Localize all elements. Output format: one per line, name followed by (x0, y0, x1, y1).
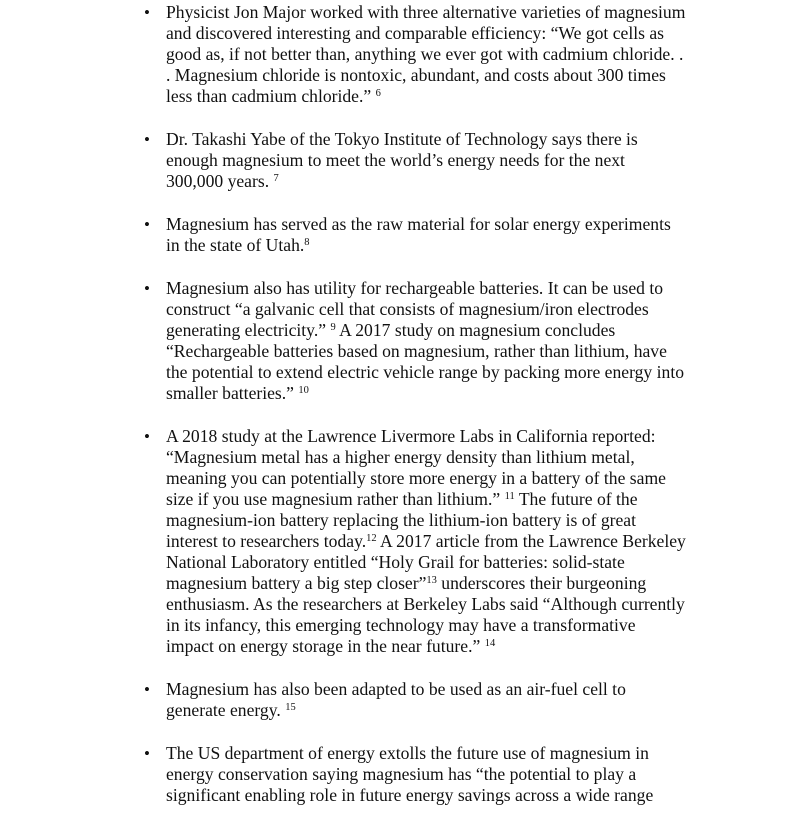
bullet-marker: • (144, 3, 150, 22)
bullet-item (0, 426, 686, 657)
bullet-text: The US department of energy extolls the future use of magnesium in energy conservation saying magnesium has “the potential to play a significant enabling role in future energy savings across a wide range (166, 743, 654, 805)
bullet-marker: • (144, 744, 150, 763)
footnote-marker: 10 (298, 385, 309, 396)
bullet-item (0, 214, 686, 256)
footnote-marker: 8 (304, 237, 310, 248)
bullet-item (0, 278, 686, 404)
bullet-marker: • (144, 130, 150, 149)
bullet-text: underscores their burgeoning enthusiasm. As the researchers at Berkeley Labs said “Although currently in its infancy, this emerging technology may have a transformative impact on energy storage in the near future.” (166, 573, 685, 656)
footnote-marker: 7 (273, 173, 279, 184)
bullet-text: A 2017 study on magnesium concludes “Rechargeable batteries based on magnesium, rather than lithium, have the potential to extend electric vehicle range by packing more energy into smaller batteries.” (166, 320, 685, 403)
bullet-text: Magnesium also has utility for rechargeable batteries. It can be used to construct “a galvanic cell that consists of magnesium/iron electrodes generating electricity.” (166, 278, 664, 340)
footnote-marker: 11 (504, 491, 515, 502)
bullet-text: Dr. Takashi Yabe of the Tokyo Institute of Technology says there is enough magnesium to meet the world’s energy needs for the next 300,000 years. (166, 129, 638, 191)
bullet-text: A 2017 article from the Lawrence Berkeley National Laboratory entitled “Holy Grail for batteries: solid-state magnesium battery a big step closer” (166, 531, 686, 593)
bullet-marker: • (144, 680, 150, 699)
bullet-text: Magnesium has served as the raw material for solar energy experiments in the state of Utah. (166, 214, 671, 255)
footnote-marker: 12 (366, 533, 377, 544)
footnote-marker: 6 (375, 88, 381, 99)
bullet-item (0, 679, 686, 721)
bullet-item (0, 743, 686, 806)
bullet-list (0, 2, 800, 828)
footnote-marker: 9 (330, 322, 336, 333)
bullet-item (0, 2, 686, 107)
bullet-marker: • (144, 279, 150, 298)
bullet-marker: • (144, 215, 150, 234)
footnote-marker: 13 (426, 575, 437, 586)
bullet-text: Physicist Jon Major worked with three alternative varieties of magnesium and discovered interesting and comparable efficiency: “We got cells as good as, if not better than, anything we ever got with cadmium chloride. . . Magnesium chloride is nontoxic, abundant, and costs about 300 times less than cadmium chloride.” (166, 2, 686, 106)
footnote-marker: 15 (285, 702, 296, 713)
bullet-text: The future of the magnesium-ion battery replacing the lithium-ion battery is of great interest to researchers today. (166, 489, 638, 551)
bullet-marker: • (144, 427, 150, 446)
bullet-text: Magnesium has also been adapted to be used as an air-fuel cell to generate energy. (166, 679, 626, 720)
bullet-text: A 2018 study at the Lawrence Livermore Labs in California reported: “Magnesium metal has a higher energy density than lithium metal, meaning you can potentially store more energy in a battery of the same size if you use magnesium rather than lithium.” (166, 426, 666, 509)
bullet-item (0, 129, 686, 192)
footnote-marker: 14 (484, 638, 496, 649)
